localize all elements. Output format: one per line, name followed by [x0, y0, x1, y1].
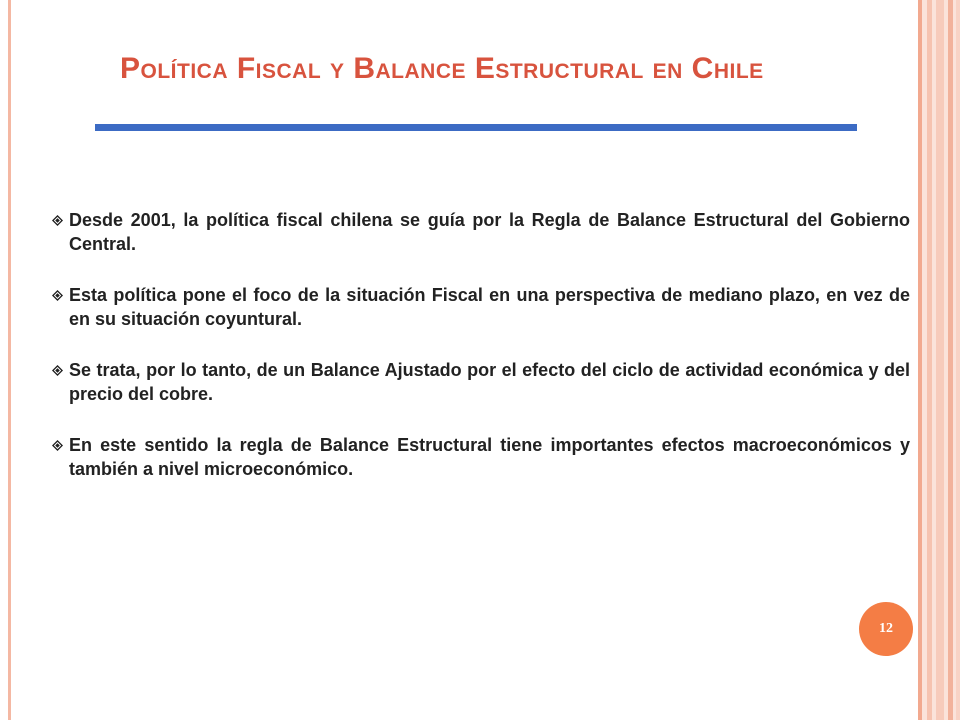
left-border-line	[8, 0, 11, 720]
slide-title: Política Fiscal y Balance Estructural en Chile	[120, 52, 764, 85]
diamond-bullet-icon	[52, 440, 63, 451]
frame-band	[956, 0, 960, 720]
bullet-item	[50, 208, 910, 256]
diamond-bullet-icon	[52, 365, 63, 376]
frame-band	[948, 0, 953, 720]
bullet-item	[50, 433, 910, 481]
title-underline	[95, 124, 857, 131]
frame-band	[927, 0, 932, 720]
frame-band	[918, 0, 922, 720]
bullet-text: Se trata, por lo tanto, de un Balance Ajustado por el efecto del ciclo de actividad económica y del precio del cobre.	[69, 360, 910, 404]
page-number-badge: 12	[859, 602, 913, 656]
bullet-text: Desde 2001, la política fiscal chilena se guía por la Regla de Balance Estructural del Gobierno Central.	[69, 210, 910, 254]
bullet-text: En este sentido la regla de Balance Estructural tiene importantes efectos macroeconómicos y también a nivel microeconómico.	[69, 435, 910, 479]
bullet-list	[50, 208, 910, 508]
bullet-item	[50, 358, 910, 406]
bullet-item	[50, 283, 910, 331]
right-decorative-frame	[918, 0, 960, 720]
diamond-bullet-icon	[52, 290, 63, 301]
bullet-text: Esta política pone el foco de la situación Fiscal en una perspectiva de mediano plazo, en vez de en su situación coyuntural.	[69, 285, 910, 329]
diamond-bullet-icon	[52, 215, 63, 226]
frame-band	[936, 0, 944, 720]
